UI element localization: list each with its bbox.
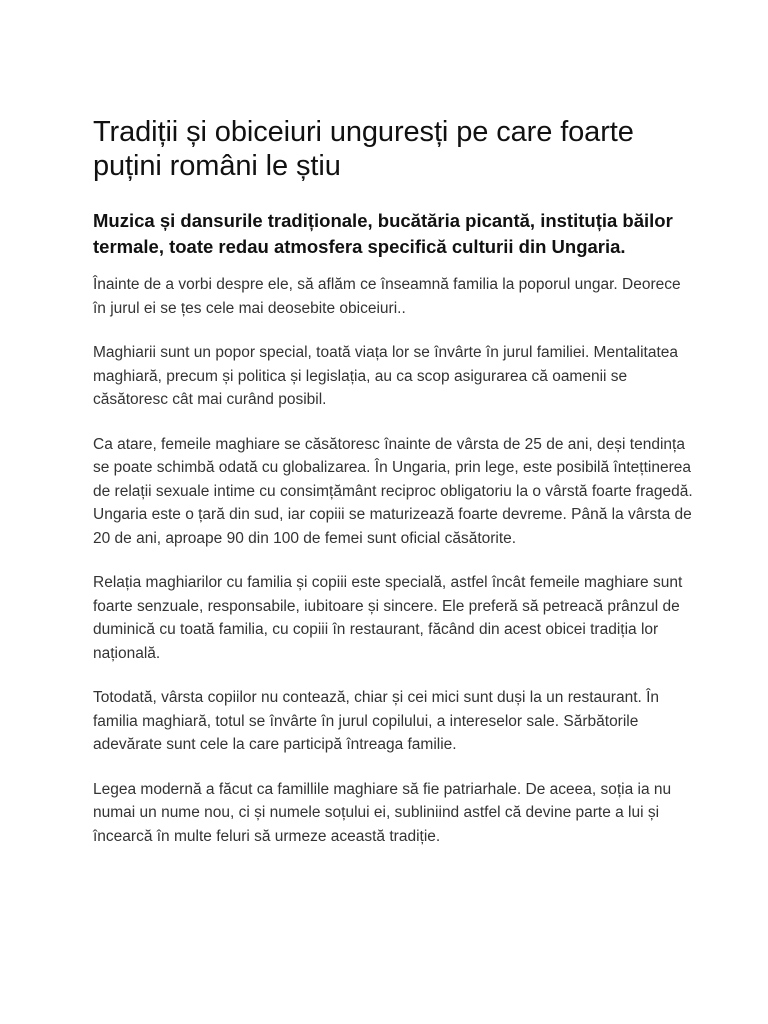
- paragraph: Maghiarii sunt un popor special, toată viața lor se învârte în jurul familiei. Mentalitatea maghiară, precum și politica și legislația, au ca scop asigurarea că oamenii se căsătoresc cât mai curând posibil.: [93, 344, 678, 408]
- article-body: [93, 273, 693, 848]
- paragraph: Ca atare, femeile maghiare se căsătoresc înainte de vârsta de 25 de ani, deși tendința se poate schimbă odată cu globalizarea. În Ungaria, prin lege, este posibilă întețtinerea de relații sexuale intime cu consimțământ reciproc obligatoriu la o vârstă foarte fragedă. Ungaria este o țară din sud, iar copiii se maturizează foarte devreme. Până la vârsta de 20 de ani, aproape 90 din 100 de femei sunt oficial căsătorite.: [93, 435, 693, 547]
- paragraph: Totodată, vârsta copiilor nu contează, chiar și cei mici sunt duși la un restaurant. În familia maghiară, totul se învârte în jurul copilului, a intereselor sale. Sărbătorile adevărate sunt cele la care participă întreaga familie.: [93, 689, 660, 753]
- paragraph: Relația maghiarilor cu familia și copiii este specială, astfel încât femeile maghiare sunt foarte senzuale, responsabile, iubitoare și sincere. Ele preferă să petreacă prânzul de duminică cu toată familia, cu copiii în restaurant, făcând din acest obicei tradiția lor națională.: [93, 574, 683, 662]
- paragraph: Înainte de a vorbi despre ele, să aflăm ce înseamnă familia la poporul ungar. Deorece în jurul ei se țes cele mai deosebite obiceiuri..: [93, 276, 681, 317]
- article-title: Tradiții și obiceiuri unguresți pe care foarte puțini români le știu: [93, 116, 634, 182]
- article-subtitle: Muzica și dansurile tradiționale, bucătăria picantă, instituția băilor termale, toate redau atmosfera specifică culturii din Ungaria.: [93, 210, 673, 257]
- document-page: [93, 115, 693, 848]
- paragraph: Legea modernă a făcut ca famillile maghiare să fie patriarhale. De aceea, soția ia nu numai un nume nou, ci și numele soțului ei, subliniind astfel că devine parte a lui și încearcă în multe feluri să urmeze această tradiție.: [93, 780, 672, 845]
